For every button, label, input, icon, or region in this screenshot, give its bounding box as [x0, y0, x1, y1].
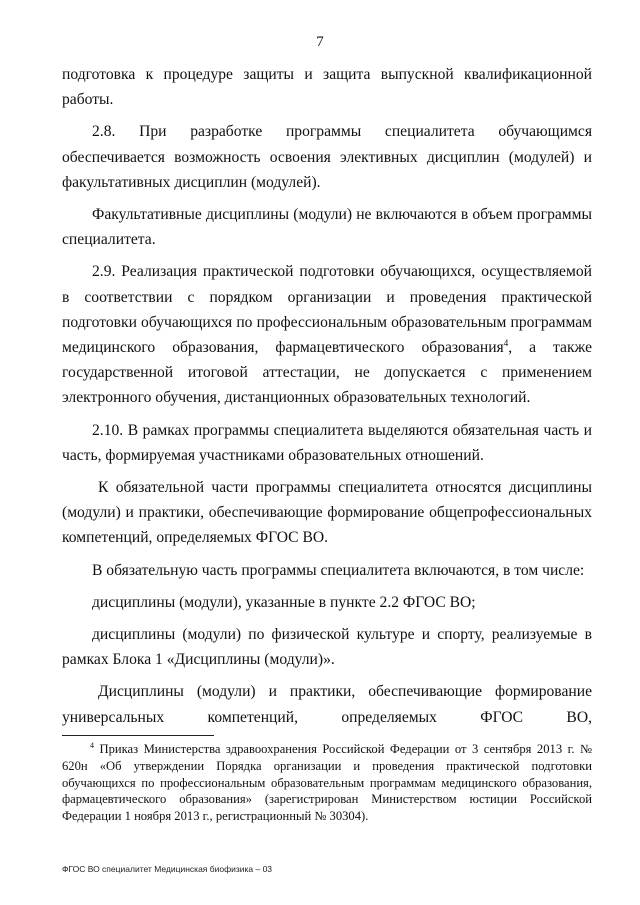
- footnote-reference: 4: [503, 337, 509, 348]
- paragraph: Дисциплины (модули) и практики, обеспечивающие формирование универсальных компетенций, определяемых ФГОС ВО,: [62, 683, 592, 726]
- paragraph: подготовка к процедуре защиты и защита выпускной квалификационной работы.: [62, 66, 592, 109]
- paragraph-text: 2.9. Реализация практической подготовки обучающихся, осуществляемой в соответствии с порядком организации и проведения практической подготовки обучающихся по профессиональным образовательным программам медицинского образования, фармацевтического образования: [62, 263, 592, 357]
- footnote-text: Приказ Министерства здравоохранения Российской Федерации от 3 сентября 2013 г. № 620н «Об утверждении Порядка организации и проведения практической подготовки обучающихся по профессиональным образовательным программам медицинского образования, фармацевтического образования» (зарегистрирован Министерством юстиции Российской Федерации 1 ноября 2013 г., регистрационный № 30304).: [62, 742, 592, 824]
- page-footer: ФГОС ВО специалитет Медицинская биофизика – 03: [62, 864, 273, 874]
- paragraph: 2.8. При разработке программы специалитета обучающимся обеспечивается возможность освоения элективных дисциплин (модулей) и факультативных дисциплин (модулей).: [62, 123, 592, 191]
- paragraph: дисциплины (модули), указанные в пункте 2.2 ФГОС ВО;: [92, 593, 476, 611]
- paragraph-text: , а также государственной итоговой аттестации, не допускается с применением электронного обучения, дистанционных образовательных технологий.: [62, 339, 593, 407]
- paragraph: 2.10. В рамках программы специалитета выделяются обязательная часть и часть, формируемая участниками образовательных отношений.: [62, 421, 592, 464]
- footnote-mark: 4: [90, 740, 94, 750]
- paragraph: дисциплины (модули) по физической культуре и спорту, реализуемые в рамках Блока 1 «Дисциплины (модули)».: [62, 626, 592, 669]
- paragraph: [62, 259, 592, 410]
- page-number: 7: [316, 34, 324, 50]
- paragraph: В обязательную часть программы специалитета включаются, в том числе:: [92, 561, 585, 579]
- paragraph: К обязательной части программы специалитета относятся дисциплины (модули) и практики, обеспечивающие формирование общепрофессиональных компетенций, определяемых ФГОС ВО.: [62, 479, 592, 547]
- footnote-separator: [62, 735, 214, 736]
- footnote: [62, 741, 592, 825]
- paragraph: Факультативные дисциплины (модули) не включаются в объем программы специалитета.: [62, 206, 592, 249]
- document-body: [62, 62, 592, 737]
